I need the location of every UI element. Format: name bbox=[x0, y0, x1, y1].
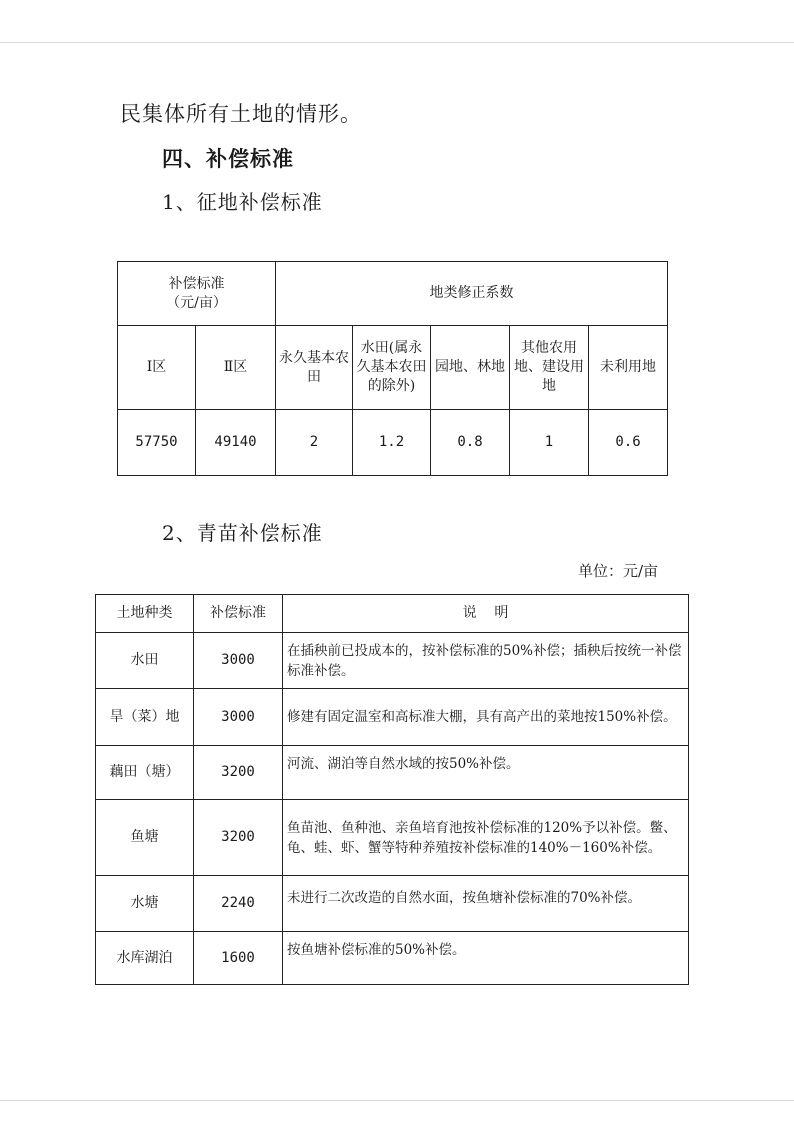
land-compensation-table bbox=[117, 261, 668, 476]
zone-2-header: Ⅱ区 bbox=[196, 326, 276, 410]
land-type: 藕田（塘） bbox=[96, 746, 194, 800]
land-type: 旱（菜）地 bbox=[96, 689, 194, 746]
zone-2-value: 49140 bbox=[196, 410, 276, 476]
standard-value: 1600 bbox=[194, 932, 283, 985]
table-row bbox=[96, 633, 689, 689]
note: 鱼苗池、鱼种池、亲鱼培育池按补偿标准的120%予以补偿。鳖、龟、蛙、虾、蟹等特种养殖按补偿标准的140%－160%补偿。 bbox=[283, 800, 689, 876]
standard-value: 2240 bbox=[194, 876, 283, 932]
land-type: 水库湖泊 bbox=[96, 932, 194, 985]
std-header-cell: 补偿标准 （元/亩） bbox=[118, 262, 276, 326]
standard-value: 3200 bbox=[194, 800, 283, 876]
standard-value: 3200 bbox=[194, 746, 283, 800]
category-header: 未利用地 bbox=[589, 326, 668, 410]
scan-edge-line bbox=[0, 42, 794, 43]
note: 河流、湖泊等自然水域的按50%补偿。 bbox=[283, 746, 689, 800]
category-header: 永久基本农田 bbox=[276, 326, 353, 410]
note: 按鱼塘补偿标准的50%补偿。 bbox=[283, 932, 689, 985]
coefficient-value: 0.8 bbox=[431, 410, 510, 476]
crop-comp-heading: 2、青苗补偿标准 bbox=[162, 521, 323, 545]
unit-label: 单位：元/亩 bbox=[578, 562, 659, 580]
header-land-type: 土地种类 bbox=[96, 595, 194, 633]
coefficient-value: 1.2 bbox=[353, 410, 431, 476]
land-type: 水塘 bbox=[96, 876, 194, 932]
zone-1-value: 57750 bbox=[118, 410, 196, 476]
category-header: 水田(属永久基本农田的除外) bbox=[353, 326, 431, 410]
crop-compensation-table bbox=[95, 594, 689, 985]
coef-header-cell: 地类修正系数 bbox=[276, 262, 668, 326]
land-type: 鱼塘 bbox=[96, 800, 194, 876]
coefficient-value: 0.6 bbox=[589, 410, 668, 476]
table-row bbox=[96, 876, 689, 932]
note: 修建有固定温室和高标准大棚，具有高产出的菜地按150%补偿。 bbox=[283, 689, 689, 746]
intro-text: 民集体所有土地的情形。 bbox=[120, 102, 362, 126]
land-type: 水田 bbox=[96, 633, 194, 689]
standard-value: 3000 bbox=[194, 633, 283, 689]
header-note: 说 明 bbox=[283, 595, 689, 633]
category-header: 园地、林地 bbox=[431, 326, 510, 410]
zone-1-header: Ⅰ区 bbox=[118, 326, 196, 410]
section-heading: 四、补偿标准 bbox=[162, 146, 294, 171]
table-row bbox=[96, 932, 689, 985]
note: 未进行二次改造的自然水面，按鱼塘补偿标准的70%补偿。 bbox=[283, 876, 689, 932]
coefficient-value: 2 bbox=[276, 410, 353, 476]
header-standard: 补偿标准 bbox=[194, 595, 283, 633]
scan-edge-line bbox=[0, 1100, 794, 1101]
note: 在插秧前已投成本的，按补偿标准的50%补偿；插秧后按统一补偿标准补偿。 bbox=[283, 633, 689, 689]
category-header: 其他农用地、建设用地 bbox=[510, 326, 589, 410]
table-row bbox=[96, 689, 689, 746]
land-comp-heading: 1、征地补偿标准 bbox=[162, 190, 323, 214]
coefficient-value: 1 bbox=[510, 410, 589, 476]
table-row bbox=[96, 800, 689, 876]
standard-value: 3000 bbox=[194, 689, 283, 746]
table-row bbox=[96, 746, 689, 800]
